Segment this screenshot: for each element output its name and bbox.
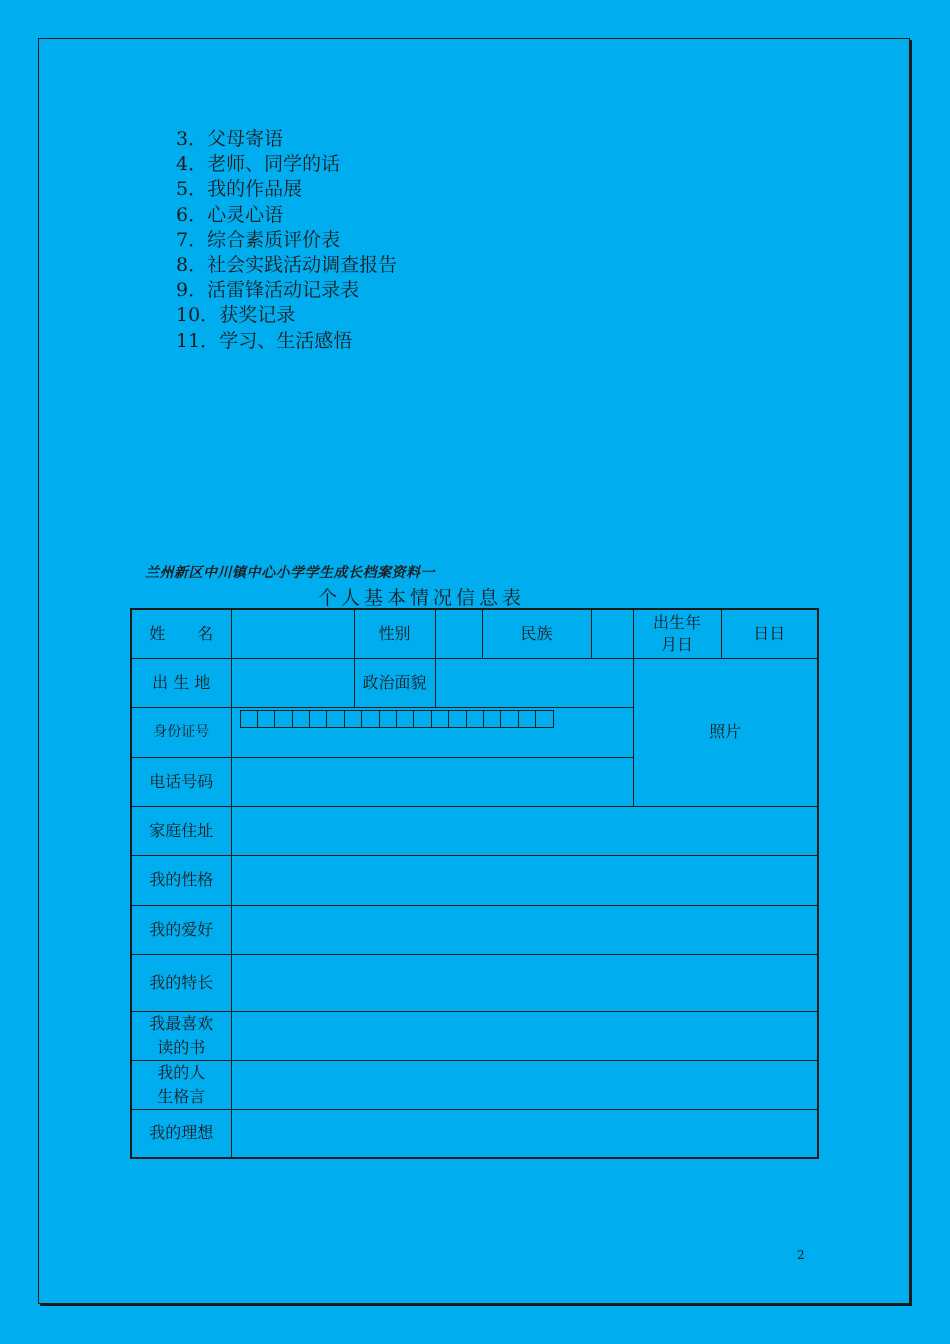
id-digit-box[interactable] <box>518 710 536 728</box>
id-digit-box[interactable] <box>309 710 327 728</box>
id-digit-box[interactable] <box>448 710 466 728</box>
toc-item: 4．老师、同学的话 <box>176 153 341 176</box>
phone-label: 电话号码 <box>131 757 231 806</box>
id-digit-box[interactable] <box>326 710 344 728</box>
id-digit-box[interactable] <box>240 710 258 728</box>
id-digit-box[interactable] <box>274 710 292 728</box>
id-digit-box[interactable] <box>483 710 501 728</box>
name-field[interactable] <box>231 609 354 658</box>
table-of-contents <box>176 127 397 354</box>
birthplace-field[interactable] <box>231 658 354 707</box>
birthdate-label: 出生年 月日 <box>633 609 721 658</box>
ideal-field[interactable] <box>231 1109 818 1158</box>
specialty-field[interactable] <box>231 954 818 1011</box>
birthdate-field[interactable]: 日日 <box>721 609 818 658</box>
page-number: 2 <box>797 1248 805 1262</box>
favorite-book-label: 我最喜欢 读的书 <box>131 1011 231 1060</box>
political-status-label: 政治面貌 <box>354 658 435 707</box>
personality-field[interactable] <box>231 855 818 905</box>
phone-field[interactable] <box>231 757 633 806</box>
id-number-label: 身份证号 <box>131 707 231 757</box>
gender-label: 性别 <box>354 609 435 658</box>
hobby-label: 我的爱好 <box>131 905 231 954</box>
hobby-field[interactable] <box>231 905 818 954</box>
form-title: 个人基本情况信息表 <box>318 587 526 609</box>
id-digit-box[interactable] <box>431 710 449 728</box>
id-digit-box[interactable] <box>379 710 397 728</box>
id-digit-box[interactable] <box>257 710 275 728</box>
id-number-field[interactable] <box>231 707 633 757</box>
id-digit-box[interactable] <box>361 710 379 728</box>
id-digit-box[interactable] <box>292 710 310 728</box>
toc-item: 11．学习、生活感悟 <box>176 329 353 352</box>
personality-label: 我的性格 <box>131 855 231 905</box>
id-digit-box[interactable] <box>535 710 553 728</box>
id-digit-box[interactable] <box>466 710 484 728</box>
ideal-label: 我的理想 <box>131 1109 231 1158</box>
address-field[interactable] <box>231 806 818 855</box>
favorite-book-field[interactable] <box>231 1011 818 1060</box>
toc-item: 10．获奖记录 <box>176 304 296 327</box>
school-title: 兰州新区中川镇中心小学学生成长档案资料一 <box>145 565 435 581</box>
student-info-table <box>130 608 819 1159</box>
birthplace-label: 出 生 地 <box>131 658 231 707</box>
name-label: 姓 名 <box>131 609 231 658</box>
political-status-field[interactable] <box>435 658 633 707</box>
toc-item: 3．父母寄语 <box>176 128 284 150</box>
toc-item: 9．活雷锋活动记录表 <box>176 279 360 302</box>
toc-item: 5．我的作品展 <box>176 178 303 201</box>
specialty-label: 我的特长 <box>131 954 231 1011</box>
ethnicity-field[interactable] <box>591 609 633 658</box>
gender-field[interactable] <box>435 609 482 658</box>
id-digit-box[interactable] <box>413 710 431 728</box>
id-digit-box[interactable] <box>344 710 362 728</box>
motto-field[interactable] <box>231 1060 818 1109</box>
address-label: 家庭住址 <box>131 806 231 855</box>
toc-item: 6．心灵心语 <box>176 203 284 226</box>
photo-cell: 照片 <box>633 658 818 806</box>
id-digit-box[interactable] <box>500 710 518 728</box>
motto-label: 我的人 生格言 <box>131 1060 231 1109</box>
id-digit-boxes[interactable] <box>240 710 633 728</box>
toc-item: 8．社会实践活动调查报告 <box>176 254 398 277</box>
id-digit-box[interactable] <box>396 710 414 728</box>
toc-item: 7．综合素质评价表 <box>176 228 341 251</box>
ethnicity-label: 民族 <box>482 609 591 658</box>
